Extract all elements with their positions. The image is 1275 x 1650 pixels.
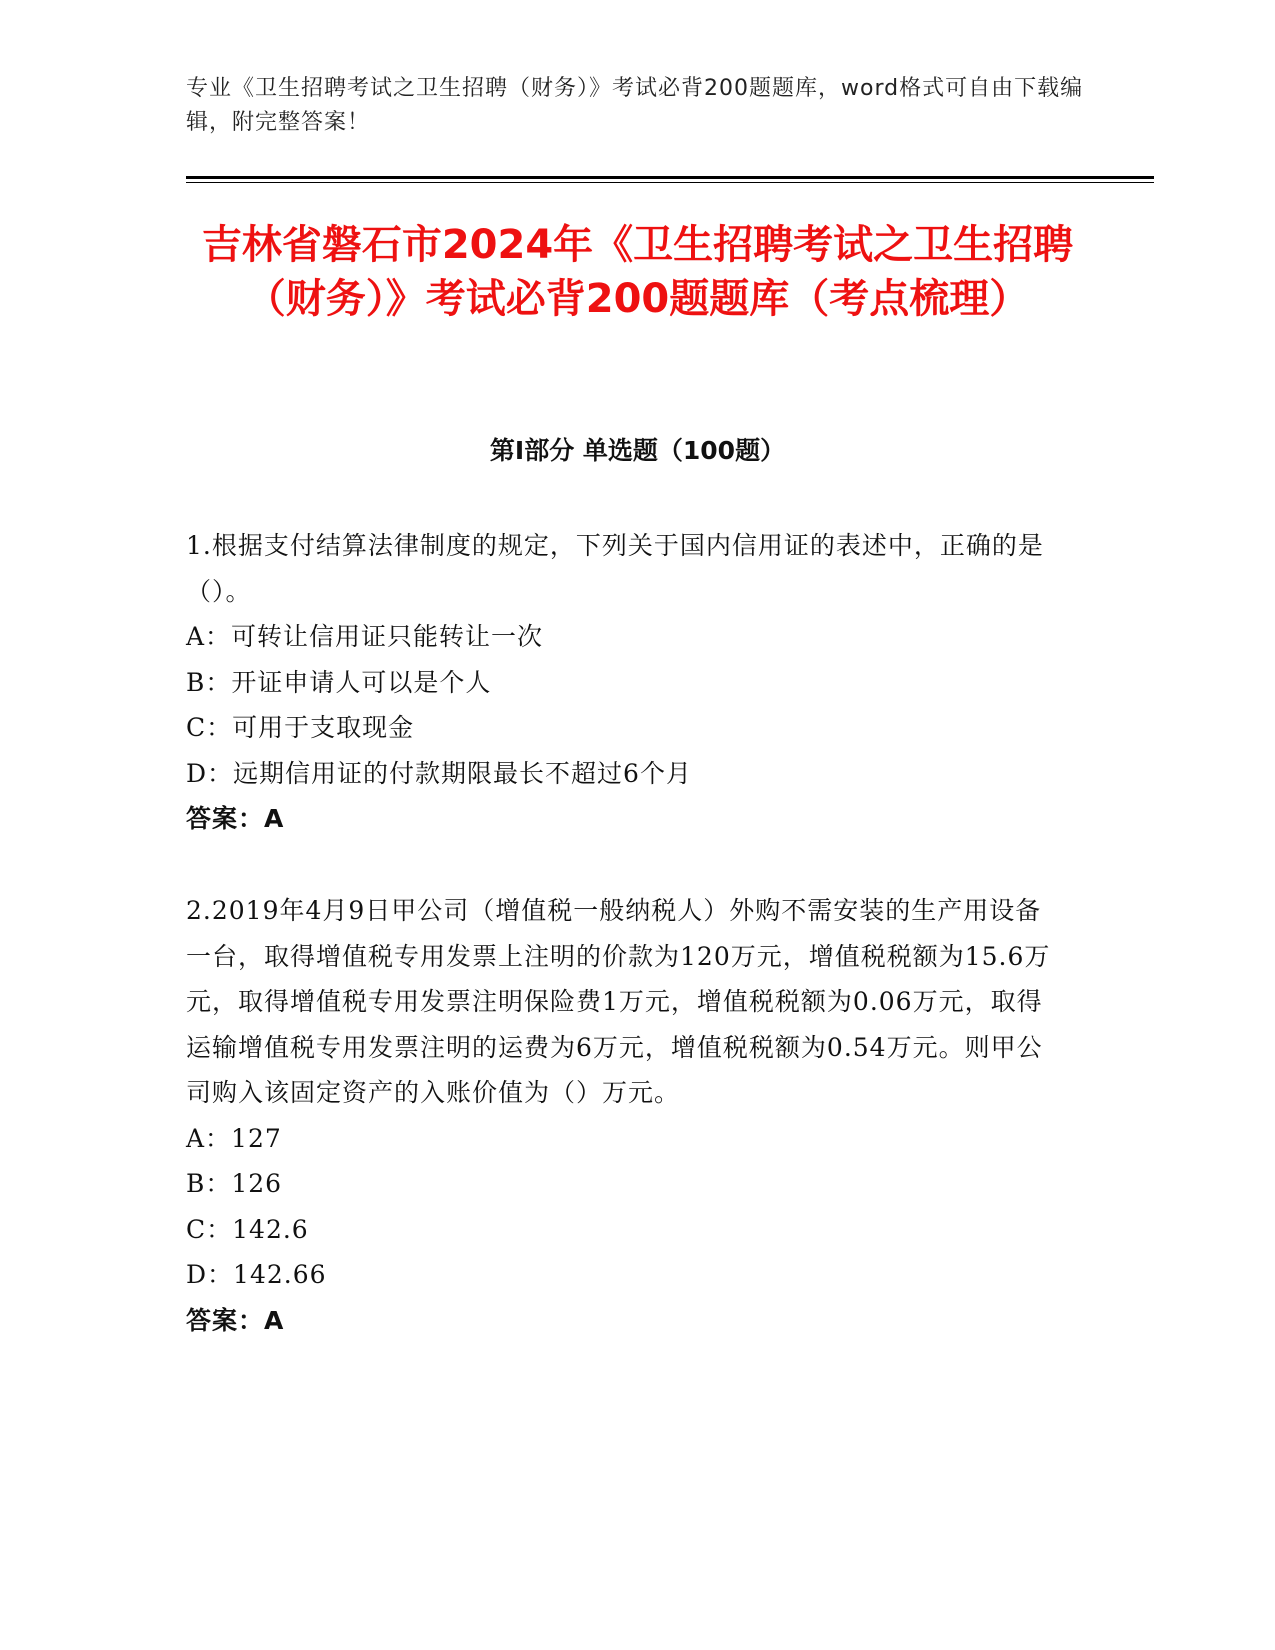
document-title: 吉林省磐石市2024年《卫生招聘考试之卫生招聘（财务）》考试必背200题题库（考点梳理） xyxy=(201,222,1074,322)
option-b: B：126 xyxy=(186,1169,283,1198)
question-stem: 1.根据支付结算法律制度的规定，下列关于国内信用证的表述中，正确的是（）。 xyxy=(186,531,1044,606)
header-rule-thin xyxy=(186,182,1154,183)
option-a: A：可转让信用证只能转让一次 xyxy=(186,622,544,651)
header-note: 专业《卫生招聘考试之卫生招聘（财务）》考试必背200题题库，word格式可自由下载编辑，附完整答案！ xyxy=(186,76,1084,135)
question-1 xyxy=(186,523,1066,842)
option-d: D：远期信用证的付款期限最长不超过6个月 xyxy=(186,758,692,788)
option-a: A：127 xyxy=(186,1123,282,1153)
question-2 xyxy=(186,888,1066,1343)
question-stem: 2.2019年4月9日甲公司（增值税一般纳税人）外购不需安装的生产用设备一台，取得增值税专用发票上注明的价款为120万元，增值税税额为15.6万元，取得增值税专用发票注明保险费1万元，增值税税额为0.06万元，取得运输增值税专用发票注明的运费为6万元，增值税税额为0.54万元。则甲公司购入该固定资产的入账价值为（）万元。 xyxy=(186,896,1051,1107)
option-d: D：142.66 xyxy=(186,1260,327,1289)
option-c: C：可用于支取现金 xyxy=(186,713,415,742)
answer: 答案：A xyxy=(186,804,285,833)
section-title: 第I部分 单选题（100题） xyxy=(489,436,786,465)
header-rule-thick xyxy=(186,176,1154,179)
option-b: B：开证申请人可以是个人 xyxy=(186,667,492,697)
option-c: C：142.6 xyxy=(186,1214,309,1244)
answer: 答案：A xyxy=(186,1305,285,1335)
